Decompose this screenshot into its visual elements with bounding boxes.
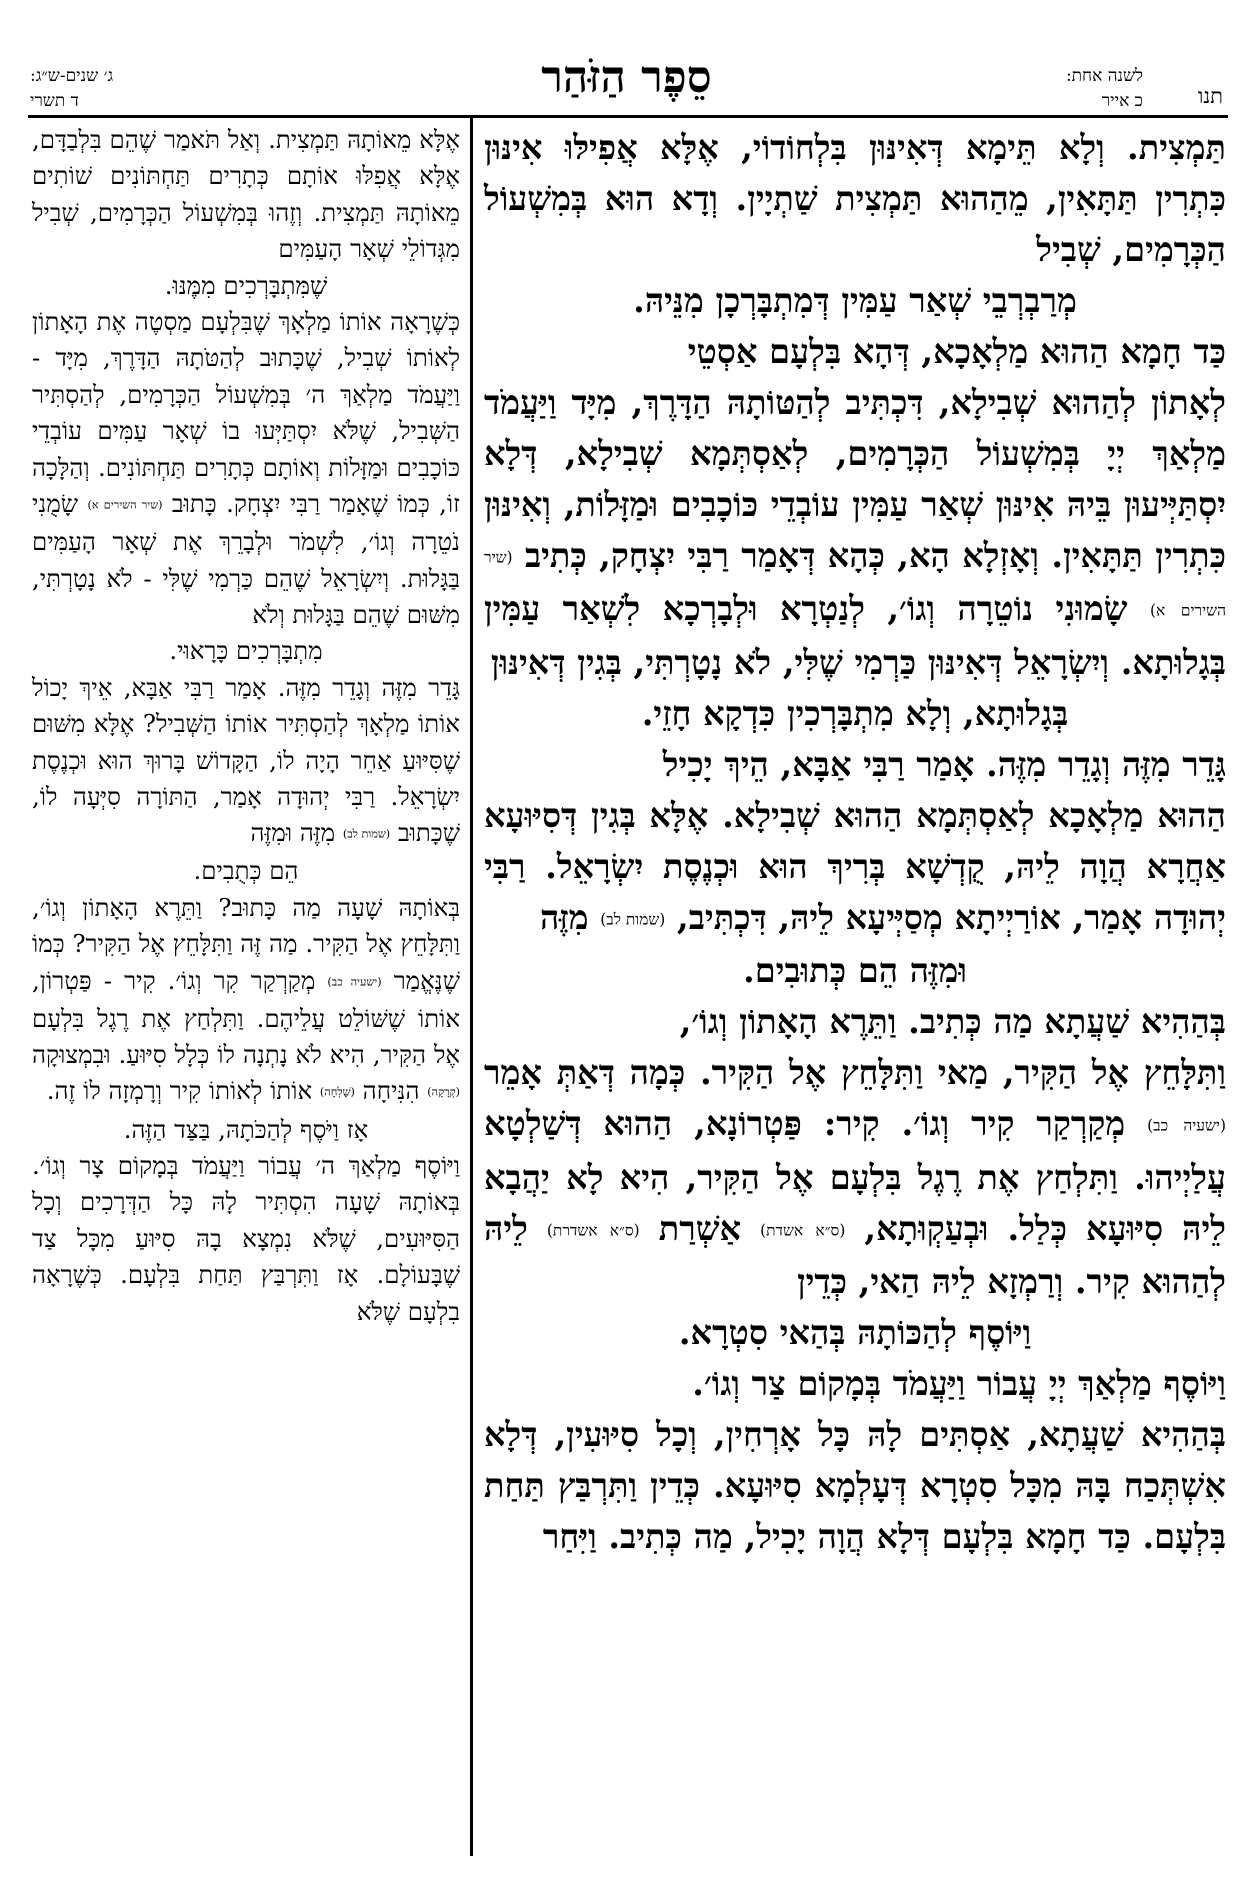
variant-reading: (שָׁלְחָה) bbox=[319, 1086, 355, 1100]
reading-schedule-one-year: לשנה אחת: bbox=[1065, 66, 1143, 86]
verse-reference: (שמות לב) bbox=[342, 828, 391, 841]
verse-reference: (שמות לב) bbox=[600, 910, 666, 929]
verse-reference: (ישעיה כב) bbox=[327, 975, 382, 989]
main-paragraph: בְּהַהִיא שַׁעֲתָא מַה כְּתִיב. וַתֵּרֶא הָאָתוֹן וְגוֹ׳, bbox=[679, 1001, 1226, 1042]
translation-paragraph-end: הֵם כְּתֻבִים. bbox=[193, 856, 299, 886]
translation-paragraph-end: אָז וַיֹּסֶף לְהַכֹּתָהּ, בַּצַּד הַזֶּה. bbox=[123, 1114, 369, 1144]
main-paragraph: הַהוּא מַלְאָכָא לְאַסְתְּמָא הַהוּא שְׁבִילָא. אֶלָּא בְּגִין דְּסִיּוּעָא אַחֲרָא הֲוָה לֵיהּ, קֻדְשָׁא בְּרִיךְ הוּא וּכְנֶסֶת יִשְׂרָאֵל. רַבִּי יְהוּדָה אָמַר, אוֹרַיְיתָא מְסַיְּיעָא לֵיהּ, דִּכְתִּיב, (שמות לב) מִזֶּה bbox=[484, 794, 1226, 937]
variant-reading: (קְרָקָה) bbox=[427, 1086, 460, 1100]
hebrew-translation-column bbox=[32, 122, 460, 1330]
translation-paragraph: וַיּוֹסֶף מַלְאַךְ ה׳ עֲבוֹר וַיַּעֲמֹד בְּמָקוֹם צָר וְגוֹ׳. בְּאוֹתָהּ שָׁעָה הִסְתִּיר לָהּ כָּל הַדְּרָכִים וְכָל הַסִּיּוּעִים, שֶׁלֹּא נִמְצָא בָהּ סִיּוּעַ מִכָּל צַד שֶׁבָּעוֹלָם. אָז וַתִּרְבַּץ תַּחַת בִּלְעָם. כְּשֶׁרָאָה בִלְעָם שֶׁלֹּא bbox=[32, 1150, 460, 1326]
aramaic-text-column bbox=[484, 122, 1226, 1562]
translation-paragraph-end: שֶׁמִּתְבָּרְכִים מִמֶּנּוּ. bbox=[164, 270, 328, 300]
translation-paragraph-end: מִתְבָּרְכִים כָּרָאוּי. bbox=[169, 636, 323, 666]
translation-paragraph: גָּדֵר מִזֶּה וְגָדֵר מִזֶּה. אָמַר רַבִּי אַבָּא, אֵיךְ יָכוֹל אוֹתוֹ מַלְאָךְ לְהַסְתִּיר אוֹתוֹ הַשְּׁבִיל? אֶלָּא מִשּׁוּם שֶׁסִּיּוּעַ אַחֵר הָיָה לוֹ, הַקָּדוֹשׁ בָּרוּךְ הוּא וּכְנֶסֶת יִשְׂרָאֵל. רַבִּי יְהוּדָה אָמַר, הַתּוֹרָה סִיְּעָה לוֹ, שֶׁכָּתוּב (שמות לב) מִזֶּה וּמִזֶּה bbox=[32, 672, 460, 848]
main-paragraph-end: וּמִזֶּה הֵם כְּתוּבִים. bbox=[743, 950, 967, 991]
book-title: סֵפֶר הַזֹּהַר bbox=[541, 52, 712, 103]
main-paragraph-end: בְּגָלוּתָא, וְלָא מִתְבָּרְכִין כִּדְקָא חָזֵי. bbox=[641, 692, 1069, 733]
main-paragraph-end: מְרַבְרְבֵי שְׁאַר עַמִּין דְּמִתְבָּרְכָן מִנֵּיהּ. bbox=[633, 280, 1077, 320]
main-paragraph: כַּד חָמָא הַהוּא מַלְאָכָא, דְּהָא בִּלְעָם אַסְטֵי bbox=[687, 331, 1226, 371]
main-paragraph: וַיּוֹסֶף מַלְאַךְ יְיָ עֲבוֹר וַיַּעֲמֹד בְּמָקוֹם צַר וְגוֹ׳. bbox=[692, 1362, 1226, 1403]
translation-paragraph: בְּאוֹתָהּ שָׁעָה מַה כָּתוּב? וַתֵּרֶא הָאָתוֹן וְגוֹ׳, וַתִּלָּחֵץ אֶל הַקִּיר. מַה זֶּה וַתִּלָּחֵץ אֶל הַקִּיר? כְּמוֹ שֶׁנֶּאֱמַר (ישעיה כב) מְקַרְקַר קִר וְגוֹ׳. קִיר - פַּטְרוֹן, אוֹתוֹ שֶׁשּׁוֹלֵט עֲלֵיהֶם. וַתִּלְחַץ אֶת רֶגֶל בִּלְעָם אֶל הַקִּיר, הִיא לֹא נָתְנָה לוֹ כְּלָל סִיּוּעַ. וּבִמְצוּקָה (קְרָקָה) הִנִּיחָה (שָׁלְחָה) אוֹתוֹ לְאוֹתוֹ קִיר וְרָמְזָה לוֹ זֶה. bbox=[32, 892, 460, 1106]
variant-reading: (ס״א אשדת) bbox=[760, 1220, 846, 1239]
reading-schedule-three-years: ג׳ שנים-ש״ג: bbox=[30, 66, 114, 86]
main-paragraph: גָּדֵר מִזֶּה וְגָדֵר מִזֶּה. אָמַר רַבִּי אַבָּא, הֵיךְ יָכִיל bbox=[662, 743, 1226, 784]
main-paragraph: לְאָתוֹן לְהַהוּא שְׁבִילָא, דִּכְתִּיב לְהַטּוֹתָהּ הַדָּרֶךְ, מִיָּד וַיַּעֲמֹד מַלְאַךְ יְיָ בְּמִשְׁעוֹל הַכְּרָמִים, לְאַסְתְּמָא שְׁבִילָא, דְּלָא יִסְתַּיְּיעוּן בֵּיהּ אִינּוּן שְׁאַר עַמִּין עוֹבְדֵי כּוֹכָבִים וּמַזָּלוֹת, וְאִינּוּן כִּתְרִין תַּתָּאִין. וְאָזְלָא הָא, כְּהָא דְּאָמַר רַבִּי יִצְחָק, כְּתִיב (שיר השירים א) שָׂמוּנִי נוֹטֵרָה וְגוֹ׳, לְנַטְרָא וּלְבָרְכָא לִשְׁאַר עַמִּין בְּגָלוּתָא. וְיִשְׂרָאֵל דְּאִינּוּן כַּרְמִי שֶׁלִּי, לֹא נָטָרְתִּי, בְּגִין דְּאִינּוּן bbox=[484, 382, 1226, 682]
translation-paragraph: אֶלָּא מֵאוֹתָהּ תַּמְצִית. וְאַל תֹּאמַר שֶׁהֵם בִּלְבַדָּם, אֶלָּא אֲפִלּוּ אוֹתָם כְּתָרִים תַּחְתּוֹנִים שׁוֹתִים מֵאוֹתָהּ תַּמְצִית. וְזֶהוּ בְּמִשְׁעוֹל הַכְּרָמִים, שְׁבִיל מִגְּדוֹלֵי שְׁאָר הָעַמִּים bbox=[32, 125, 460, 264]
column-divider bbox=[470, 116, 473, 1856]
page-number: תנו bbox=[1197, 84, 1223, 108]
reading-date-one-year: כ אייר bbox=[1101, 91, 1143, 111]
header-divider bbox=[28, 115, 1228, 118]
main-paragraph: בְּהַהִיא שַׁעֲתָא, אַסְתִּים לָהּ כָּל אָרְחִין, וְכָל סִיּוּעִין, דְּלָא אִשְׁתְּכַח בָּהּ מִכָּל סִטְרָא דְּעָלְמָא סִיּוּעָא. כְּדֵין וַתִּרְבַּץ תַּחַת בִּלְעָם. כַּד חָמָא בִּלְעָם דְּלָא הֲוָה יָכִיל, מַה כְּתִיב. וַיִּחַר bbox=[484, 1413, 1226, 1556]
main-paragraph-end: וַיּוֹסֶף לְהַכּוֹתָהּ בְּהַאי סִטְרָא. bbox=[678, 1311, 1032, 1352]
reading-date-three-years: ד תשרי bbox=[30, 91, 79, 111]
verse-reference: (שיר השירים א) bbox=[87, 498, 163, 512]
translation-paragraph: כְּשֶׁרָאָה אוֹתוֹ מַלְאָךְ שֶׁבִּלְעָם מַסְטֶה אֶת הָאָתוֹן לְאוֹתוֹ שְׁבִיל, שֶׁכָּתוּב לְהַטֹּתָהּ הַדָּרֶךְ, מִיָּד - וַיַּעֲמֹד מַלְאַךְ ה׳ בְּמִשְׁעוֹל הַכְּרָמִים, לְהַסְתִּיר הַשְּׁבִיל, שֶׁלֹּא יִסְתַּיְּעוּ בוֹ שְׁאָר עַמִּים עוֹבְדֵי כּוֹכָבִים וּמַזָּלוֹת וְאוֹתָם כְּתָרִים תַּחְתּוֹנִים. וְהַלָּכָה זוֹ, כְּמוֹ שֶׁאָמַר רַבִּי יִצְחָק. כָּתוּב (שיר השירים א) שָׂמֻנִי נֹטֵרָה וְגוֹ׳, לִשְׁמֹר וּלְבָרֵךְ אֶת שְׁאָר הָעַמִּים בַּגָּלוּת. וְיִשְׂרָאֵל שֶׁהֵם כַּרְמִי שֶׁלִּי - לֹא נָטָרְתִּי, מִשּׁוּם שֶׁהֵם בַּגָּלוּת וְלֹא bbox=[32, 307, 460, 629]
main-paragraph: וַתִּלָּחֵץ אֶל הַקִּיר, מַאי וַתִּלָּחֵץ אֶל הַקִּיר. כְּמָה דְּאַתְּ אָמֵר (ישעיה כב) מְקַרְקַר קִיר וְגוֹ׳. קִיר: פַּטְרוֹנָא, הַהוּא דְּשַׁלְטָא עֲלַיְיהוּ. וַתִּלְחַץ אֶת רֶגֶל בִּלְעָם אֶל הַקִּיר, הִיא לָא יַהֲבָא לֵיהּ סִיּוּעָא כְּלַל. וּבְעַקְוּתָא, (ס״א אשדת) אַשְׁרַת (ס״א אשדרת) לֵיהּ לְהַהוּא קִיר. וְרַמְזָא לֵיהּ הַאי, כְּדֵין bbox=[484, 1052, 1226, 1301]
verse-reference: (שיר השירים א) bbox=[484, 548, 1226, 620]
main-paragraph: תַּמְצִית. וְלָא תֵּימָא דְּאִינּוּן בִּלְחוֹדוֹי, אֶלָּא אֲפִילּוּ אִינּוּן כִּתְרִין תַּתָּאִין, מֵהַהוּא תַּמְצִית שַׁתְיָין. וְדָא הוּא בְּמִשְׁעוֹל הַכְּרָמִים, שְׁבִיל bbox=[484, 127, 1226, 269]
verse-reference: (ישעיה כב) bbox=[1147, 1116, 1226, 1135]
variant-reading: (ס״א אשדרת) bbox=[546, 1220, 640, 1239]
